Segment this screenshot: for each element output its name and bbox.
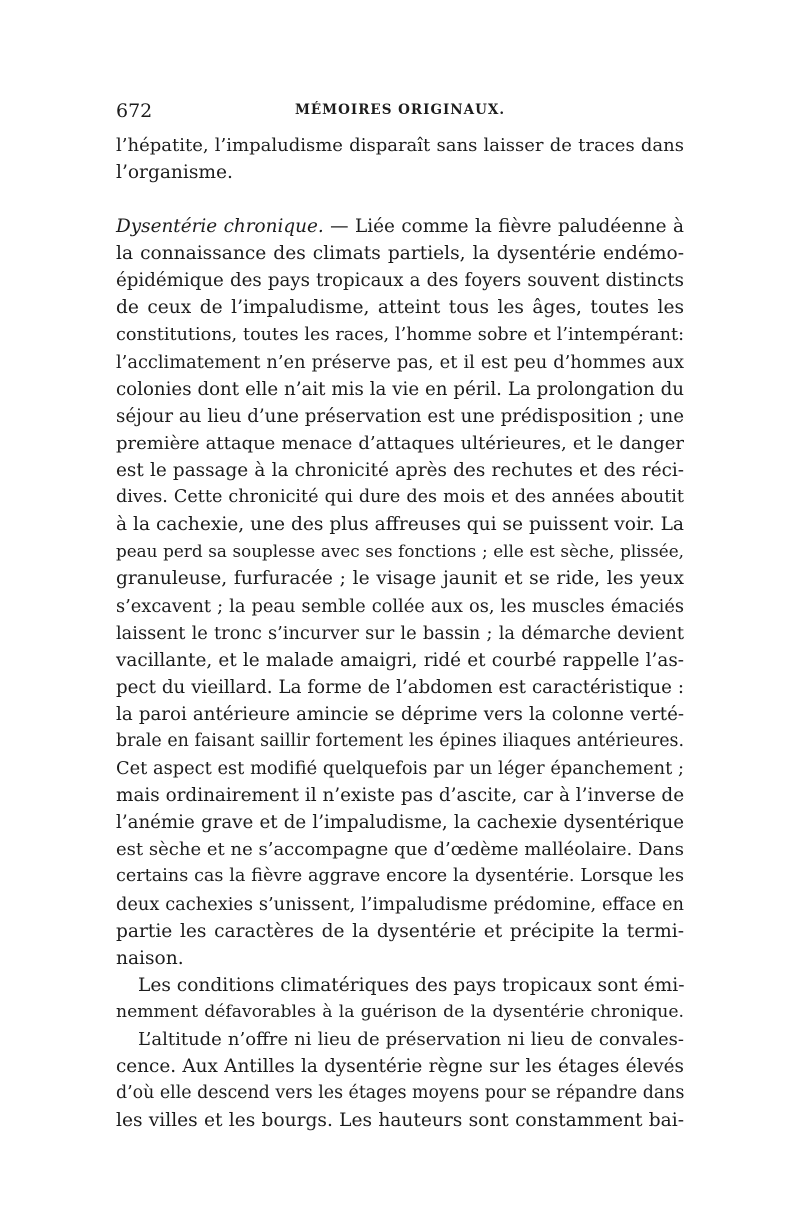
text-line: certains cas la fièvre aggrave encore la dysentérie. Lorsque les: [116, 866, 684, 887]
text-line: épidémique des pays tropicaux a des foyers souvent distincts: [116, 270, 684, 292]
text-line: mais ordinairement il n’existe pas d’ascite, car à l’inverse de: [116, 785, 685, 807]
text-line: la connaissance des climats partiels, la dysentérie endémo-: [116, 243, 684, 265]
text-line: [116, 1026, 684, 1053]
text-line: séjour au lieu d’une préservation est une prédisposition ; une: [116, 405, 684, 427]
text-line: à la cachexie, une des plus affreuses qui se puissent voir. La: [116, 514, 684, 536]
text-line: naison.: [116, 947, 184, 969]
text-line: l’anémie grave et de l’impaludisme, la cachexie dysentérique: [116, 812, 684, 834]
paragraph-dysenterie: [116, 213, 684, 972]
book-page: [116, 98, 684, 1134]
page-number: 672: [116, 100, 153, 122]
text-line: l’hépatite, l’impaludisme disparaît sans laisser de traces dans: [116, 135, 684, 156]
text-line: nemment défavorables à la guérison de la dysentérie chronique.: [116, 1001, 684, 1022]
text-line: deux cachexies s’unissent, l’impaludisme prédomine, efface en: [116, 893, 684, 915]
text-line: pect du vieillard. La forme de l’abdomen est caractéristique :: [116, 676, 684, 698]
text-line: vacillante, et le malade amaigri, ridé et courbé rappelle l’as-: [116, 649, 684, 671]
paragraph-conditions: [116, 972, 684, 1026]
page-header: [116, 98, 684, 126]
text-line: peau perd sa souplesse avec ses fonctions ; elle est sèche, plissée,: [116, 541, 684, 562]
text-line: granuleuse, furfuracée ; le visage jaunit et se ride, les yeux: [116, 568, 684, 590]
text-line: cence. Aux Antilles la dysentérie règne sur les étages élevés: [116, 1056, 684, 1078]
text-line: d’où elle descend vers les étages moyens pour se répandre dans: [116, 1083, 685, 1104]
text-line-content: Les conditions climatériques des pays tropicaux sont émi-: [138, 974, 685, 996]
text-line: colonies dont elle n’ait mis la vie en péril. La prolongation du: [116, 378, 684, 400]
paragraph-gap: [116, 186, 684, 213]
running-head: MÉMOIRES ORIGINAUX.: [294, 102, 506, 118]
text-line: dives. Cette chronicité qui dure des mois et des années aboutit: [116, 487, 684, 508]
section-title: Dysentérie chronique.: [116, 216, 324, 238]
text-line: de ceux de l’impaludisme, atteint tous les âges, toutes les: [116, 297, 684, 319]
text-line: Cet aspect est modifié quelquefois par un léger épanchement ;: [116, 758, 684, 780]
text-line: constitutions, toutes les races, l’homme sobre et l’intempérant:: [116, 324, 684, 345]
text-line: la paroi antérieure amincie se déprime vers la colonne verté-: [116, 703, 684, 725]
text-line: l’acclimatement n’en préserve pas, et il est peu d’hommes aux: [116, 351, 684, 373]
text-line: [116, 213, 684, 240]
text-line: brale en faisant saillir fortement les épines iliaques antérieures.: [116, 730, 684, 751]
paragraph-altitude: [116, 1026, 684, 1134]
text-line-content: L’altitude n’offre ni lieu de préservation ni lieu de convales-: [138, 1029, 684, 1050]
body-text: [116, 132, 684, 1134]
text-line: s’excavent ; la peau semble collée aux os, les muscles émaciés: [116, 595, 684, 617]
text-line: est sèche et ne s’accompagne que d’œdème malléolaire. Dans: [116, 839, 684, 861]
text-line: l’organisme.: [116, 162, 233, 184]
text-line: laissent le tronc s’incurver sur le bassin ; la démarche devient: [116, 622, 684, 644]
text-line: première attaque menace d’attaques ultérieures, et le danger: [116, 432, 684, 454]
text-line: partie les caractères de la dysentérie et précipite la termi-: [116, 920, 684, 942]
text-line-rest: — Liée comme la fièvre paludéenne à: [323, 216, 684, 238]
text-line: les villes et les bourgs. Les hauteurs sont constamment bai-: [116, 1110, 684, 1132]
text-line: [116, 972, 684, 999]
paragraph-continuation: [116, 132, 684, 186]
text-line: est le passage à la chronicité après des rechutes et des réci-: [116, 460, 684, 482]
